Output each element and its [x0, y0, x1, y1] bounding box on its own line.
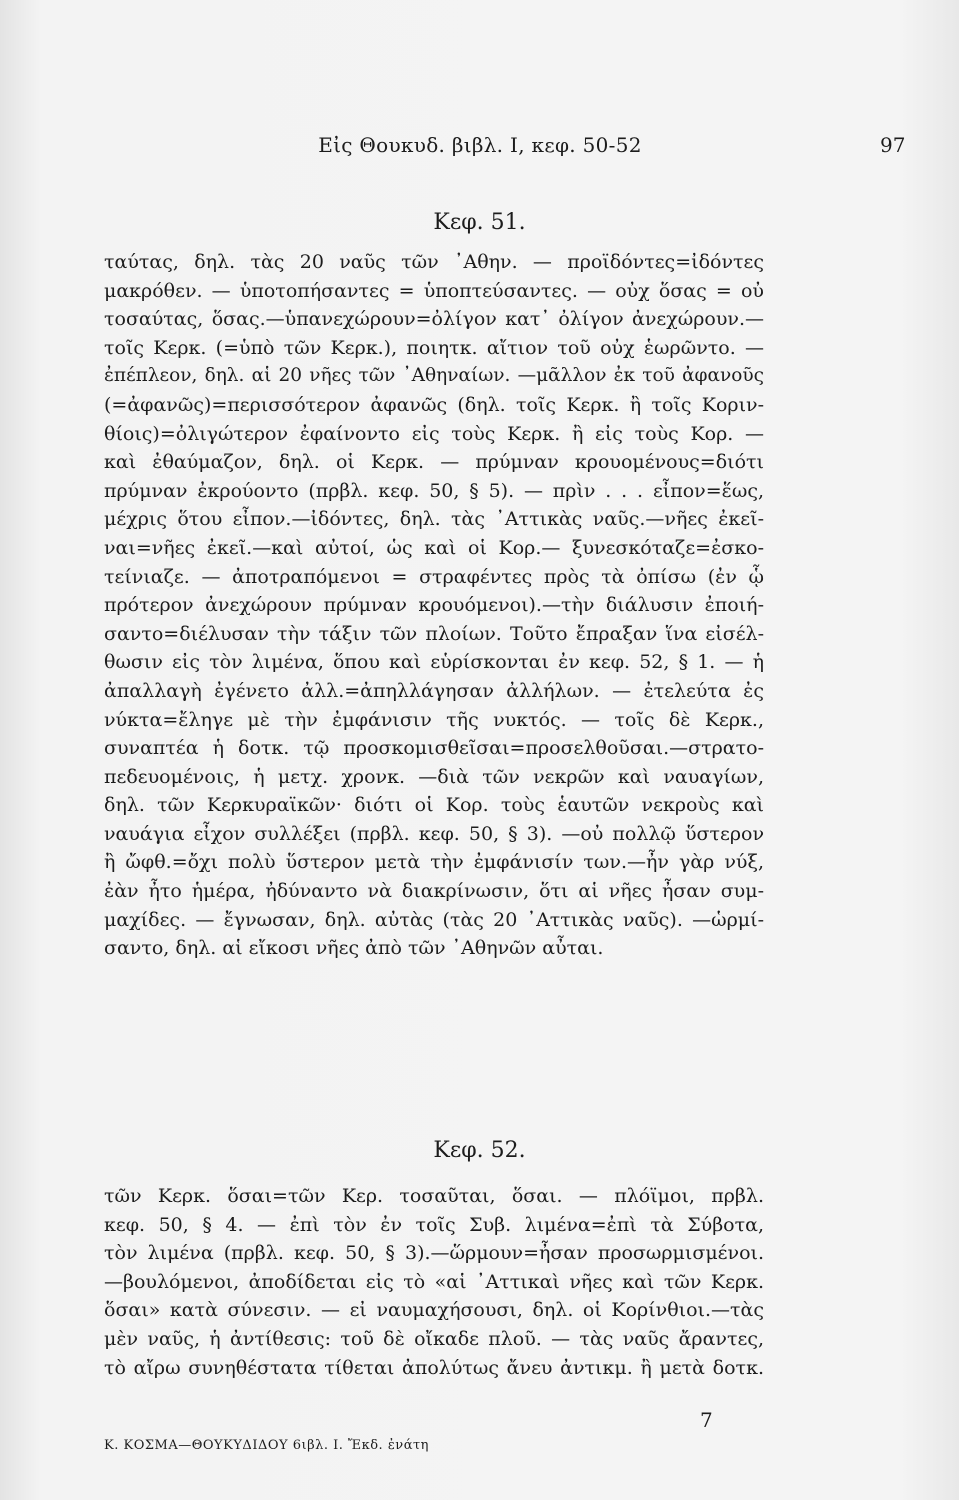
- text-line: μέχρις ὅτου εἶπον.—ἰδόντες, δηλ. τὰς ᾿Αττικὰς ναῦς.—νῆες ἐκεῖ-: [104, 508, 764, 531]
- text-line: δηλ. τῶν Κερκυραϊκῶν· διότι οἱ Κορ. τοὺς ἑαυτῶν νεκροὺς καὶ: [104, 794, 764, 817]
- text-line: σαντο=διέλυσαν τὴν τάξιν τῶν πλοίων. Τοῦτο ἔπραξαν ἵνα εἰσέλ-: [104, 622, 764, 645]
- text-line: (=ἀφανῶς)=περισσότερον ἀφανῶς (δηλ. τοῖς Κερκ. ἢ τοῖς Κοριν-: [104, 393, 764, 416]
- text-line: συναπτέα ἡ δοτκ. τῷ προσκομισθεῖσαι=προσελθοῦσαι.—στρατο-: [104, 737, 764, 760]
- text-line: τῶν Κερκ. ὅσαι=τῶν Κερ. τοσαῦται, ὅσαι. — πλόϊμοι, πρβλ.: [104, 1185, 764, 1207]
- running-head: Εἰς Θουκυδ. βιβλ. I, κεφ. 50-52: [318, 133, 642, 157]
- text-line: τείνιαζε. — ἀποτραπόμενοι = στραφέντες πρὸς τὰ ὀπίσω (ἐν ᾧ: [104, 565, 764, 588]
- text-line: —βουλόμενοι, ἀποδίδεται εἰς τὸ «αἱ ᾿Αττικαὶ νῆες καὶ τῶν Κερκ.: [104, 1270, 764, 1293]
- page-number: 97: [880, 133, 906, 157]
- text-line: θίοις)=ὀλιγώτερον ἐφαίνοντο εἰς τοὺς Κερκ. ἢ εἰς τοὺς Κορ. —: [104, 422, 764, 445]
- chapter-51-body: [104, 248, 764, 963]
- text-line: ὅσαι» κατὰ σύνεσιν. — εἰ ναυμαχήσουσι, δηλ. οἱ Κορίνθιοι.—τὰς: [104, 1299, 764, 1322]
- chapter-52-body: [104, 1182, 764, 1382]
- text-line: σαντο, δηλ. αἱ εἴκοσι νῆες ἀπὸ τῶν ᾿Αθηνῶν αὖται.: [104, 937, 604, 960]
- footer-imprint: Κ. ΚΟΣΜΑ—ΘΟΥΚΥΔΙΔΟΥ 6ιβλ. Ι. Ἔκδ. ἐνάτη: [104, 1438, 429, 1453]
- text-line: πρύμναν ἐκρούοντο (πρβλ. κεφ. 50, § 5). — πρὶν . . . εἶπον=ἕως,: [104, 479, 764, 502]
- text-line: τοῖς Κερκ. (=ὑπὸ τῶν Κερκ.), ποιητκ. αἴτιον τοῦ οὐχ ἑωρῶντο. —: [104, 336, 764, 359]
- text-line: τοσαύτας, ὅσας.—ὑπανεχώρουν=ὀλίγον κατ᾽ ὀλίγον ἀνεχώρουν.—: [104, 308, 764, 331]
- text-line: ναυάγια εἶχον συλλέξει (πρβλ. κεφ. 50, § 3). —οὐ πολλῷ ὕστερον: [104, 822, 764, 845]
- text-line: πεδευομένοις, ἡ μετχ. χρονκ. —διὰ τῶν νεκρῶν καὶ ναυαγίων,: [104, 765, 764, 788]
- text-line: ἀπαλλαγὴ ἐγένετο ἀλλ.=ἀπηλλάγησαν ἀλλήλων. — ἐτελεύτα ἐς: [104, 679, 764, 702]
- text-line: τὸν λιμένα (πρβλ. κεφ. 50, § 3).—ὥρμουν=ἦσαν προσωρμισμένοι.: [104, 1242, 764, 1265]
- text-line: ἐπέπλεον, δηλ. αἱ 20 νῆες τῶν ᾿Αθηναίων. —μᾶλλον ἐκ τοῦ ἀφανοῦς: [104, 365, 764, 387]
- text-line: θωσιν εἰς τὸν λιμένα, ὅπου καὶ εὑρίσκονται ἐν κεφ. 52, § 1. — ἡ: [104, 651, 764, 674]
- text-line: κεφ. 50, § 4. — ἐπὶ τὸν ἐν τοῖς Συβ. λιμένα=ἐπὶ τὰ Σύβοτα,: [104, 1213, 764, 1236]
- text-line: καὶ ἐθαύμαζον, δηλ. οἱ Κερκ. — πρύμναν κρουομένους=διότι: [104, 451, 764, 474]
- signature-mark: 7: [700, 1408, 713, 1432]
- text-line: ἢ ὤφθ.=ὄχι πολὺ ὕστερον μετὰ τὴν ἐμφάνισίν των.—ἦν γὰρ νύξ,: [104, 851, 764, 874]
- chapter-heading-51: Κεφ. 51.: [433, 210, 526, 235]
- text-line: ταύτας, δηλ. τὰς 20 ναῦς τῶν ᾿Αθην. — προϊδόντες=ἰδόντες: [104, 251, 764, 273]
- text-line: νύκτα=ἔληγε μὲ τὴν ἐμφάνισιν τῆς νυκτός. — τοῖς δὲ Κερκ.,: [104, 708, 764, 731]
- text-line: ναι=νῆες ἐκεῖ.—καὶ αὐτοί, ὡς καὶ οἱ Κορ.— ξυνεσκόταζε=ἐσκο-: [104, 536, 764, 559]
- chapter-heading-52: Κεφ. 52.: [433, 1138, 526, 1163]
- text-line: πρότερον ἀνεχώρουν πρύμναν κρουόμενοι).—τὴν διάλυσιν ἐποιή-: [104, 594, 764, 617]
- text-line: τὸ αἴρω συνηθέστατα τίθεται ἀπολύτως ἄνευ ἀντικμ. ἢ μετὰ δοτκ.: [104, 1356, 764, 1379]
- text-line: μακρόθεν. — ὑποτοπήσαντες = ὑποπτεύσαντες. — οὐχ ὅσας = οὐ: [104, 279, 764, 302]
- text-line: μαχίδες. — ἔγνωσαν, δηλ. αὐτὰς (τὰς 20 ᾿Αττικὰς ναῦς). —ὡρμί-: [104, 908, 764, 931]
- text-line: μὲν ναῦς, ἡ ἀντίθεσις: τοῦ δὲ οἴκαδε πλοῦ. — τὰς ναῦς ἄραντες,: [104, 1327, 764, 1350]
- text-line: ἐὰν ἦτο ἡμέρα, ἠδύναντο νὰ διακρίνωσιν, ὅτι αἱ νῆες ἦσαν συμ-: [104, 880, 764, 903]
